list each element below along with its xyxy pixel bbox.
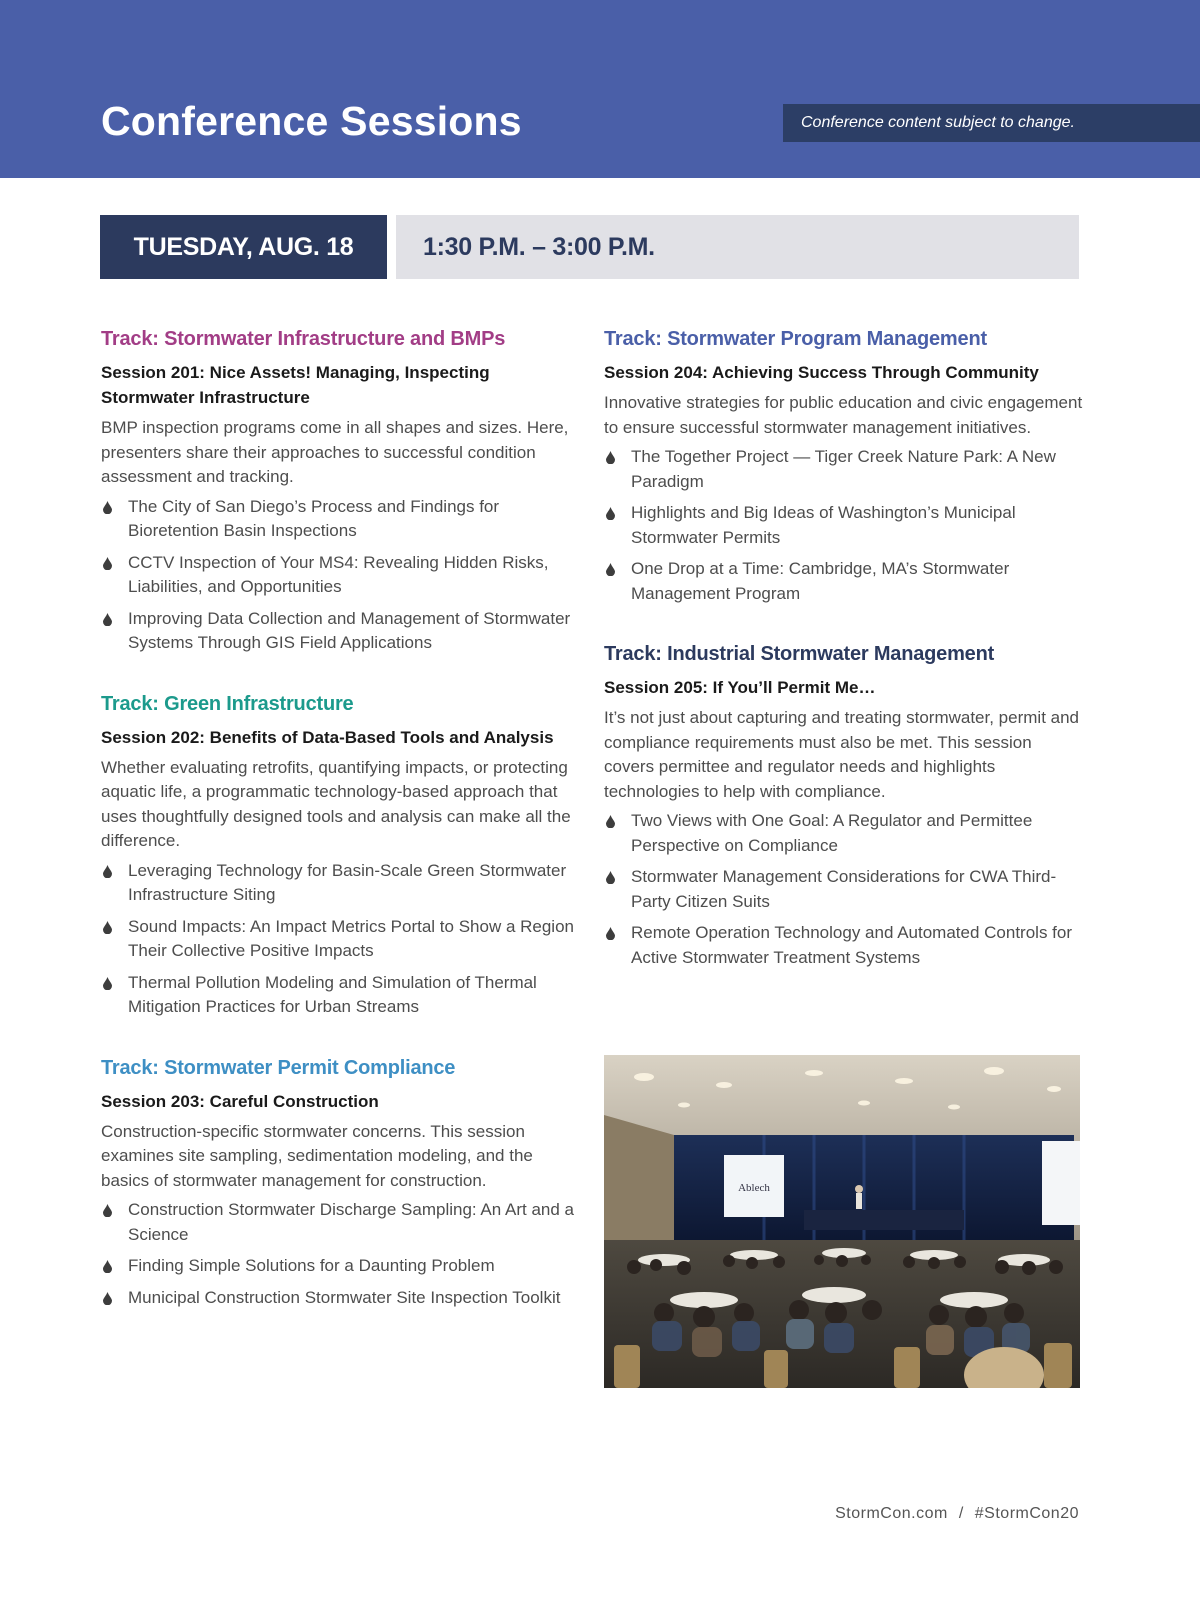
drop-bullet-icon — [103, 557, 112, 570]
track-infrastructure — [101, 325, 581, 656]
drop-bullet-icon — [103, 613, 112, 626]
list-item — [101, 551, 581, 600]
track-title: Track: Stormwater Program Management — [604, 328, 987, 350]
session-description: Innovative strategies for public education and civic engagement to ensure successful stormwater management initiatives. — [604, 393, 1083, 437]
content-change-note: Conference content subject to change. — [783, 104, 1200, 142]
list-item — [101, 859, 581, 908]
track-permit-compliance — [101, 1054, 581, 1311]
session-title: Session 202: Benefits of Data-Based Tools and Analysis — [101, 727, 554, 747]
list-item — [101, 1286, 581, 1311]
session-description: It’s not just about capturing and treating stormwater, permit and compliance requirements must also be met. This session covers permittee and regulator needs and highlights technologies to help with compliance. — [604, 708, 1080, 801]
list-item — [604, 445, 1084, 494]
footer-site-link[interactable]: StormCon.com — [835, 1505, 948, 1522]
track-industrial-management — [604, 640, 1084, 970]
conference-hall-photo — [604, 1055, 1080, 1388]
list-item-text: Leveraging Technology for Basin-Scale Green Stormwater Infrastructure Siting — [128, 860, 567, 904]
session-title: Session 203: Careful Construction — [101, 1091, 379, 1111]
drop-bullet-icon — [103, 1292, 112, 1305]
track-title: Track: Industrial Stormwater Management — [604, 643, 995, 665]
list-item — [604, 557, 1084, 606]
session-time: 1:30 P.M. – 3:00 P.M. — [396, 215, 1079, 279]
list-item — [101, 607, 581, 656]
track-title: Track: Stormwater Infrastructure and BMPs — [101, 328, 506, 350]
list-item — [604, 809, 1084, 858]
session-title: Session 204: Achieving Success Through Community — [604, 363, 1039, 382]
session-description: Construction-specific stormwater concerns. This session examines site sampling, sedimentation modeling, and the basics of stormwater management for construction. — [101, 1121, 533, 1190]
track-title: Track: Green Infrastructure — [101, 692, 354, 715]
drop-bullet-icon — [606, 815, 615, 828]
list-item-text: Stormwater Management Considerations for CWA Third-Party Citizen Suits — [631, 867, 1057, 911]
track-green-infrastructure — [101, 690, 581, 1020]
drop-bullet-icon — [606, 927, 615, 940]
footer — [800, 1505, 1079, 1523]
drop-bullet-icon — [606, 563, 615, 576]
list-item-text: Municipal Construction Stormwater Site Inspection Toolkit — [128, 1287, 561, 1307]
presentation-list — [101, 859, 581, 1020]
drop-bullet-icon — [103, 977, 112, 990]
list-item-text: Sound Impacts: An Impact Metrics Portal to Show a Region Their Collective Positive Impacts — [128, 916, 574, 960]
session-title: Session 201: Nice Assets! Managing, Inspecting Stormwater Infrastructure — [101, 363, 490, 407]
list-item — [101, 1254, 581, 1279]
drop-bullet-icon — [606, 451, 615, 464]
list-item — [101, 915, 581, 964]
session-description: Whether evaluating retrofits, quantifying impacts, or protecting aquatic life, a programmatic technology-based approach that uses thoughtfully designed tools and analysis can make all the difference. — [101, 757, 571, 850]
session-day: TUESDAY, AUG. 18 — [100, 215, 387, 279]
list-item-text: Highlights and Big Ideas of Washington’s Municipal Stormwater Permits — [631, 503, 1016, 547]
presentation-list — [101, 1198, 581, 1310]
list-item-text: CCTV Inspection of Your MS4: Revealing Hidden Risks, Liabilities, and Opportunities — [128, 552, 549, 596]
footer-hashtag: #StormCon20 — [974, 1505, 1079, 1522]
drop-bullet-icon — [103, 1260, 112, 1273]
list-item — [604, 865, 1084, 914]
page-title: Conference Sessions — [101, 98, 522, 144]
drop-bullet-icon — [103, 501, 112, 514]
drop-bullet-icon — [606, 871, 615, 884]
list-item — [101, 1198, 581, 1247]
session-title: Session 205: If You’ll Permit Me… — [604, 678, 876, 697]
track-program-management — [604, 325, 1084, 606]
presentation-list — [101, 495, 581, 656]
list-item — [101, 495, 581, 544]
list-item-text: The City of San Diego’s Process and Findings for Bioretention Basin Inspections — [128, 496, 500, 540]
drop-bullet-icon — [103, 865, 112, 878]
drop-bullet-icon — [103, 921, 112, 934]
drop-bullet-icon — [103, 1204, 112, 1217]
header-band — [0, 0, 1200, 178]
list-item-text: Thermal Pollution Modeling and Simulation of Thermal Mitigation Practices for Urban Streams — [128, 972, 537, 1016]
list-item — [604, 921, 1084, 970]
list-item-text: Remote Operation Technology and Automated Controls for Active Stormwater Treatment Systems — [631, 923, 1073, 967]
session-description: BMP inspection programs come in all shapes and sizes. Here, presenters share their approaches to successful condition assessment and tracking. — [101, 418, 569, 486]
list-item-text: Construction Stormwater Discharge Sampling: An Art and a Science — [128, 1200, 574, 1244]
left-column — [101, 325, 581, 1344]
right-column — [604, 325, 1084, 1004]
track-title: Track: Stormwater Permit Compliance — [101, 1056, 456, 1079]
list-item-text: One Drop at a Time: Cambridge, MA’s Stormwater Management Program — [631, 559, 1010, 603]
list-item-text: Improving Data Collection and Management of Stormwater Systems Through GIS Field Applications — [128, 608, 571, 652]
list-item-text: Finding Simple Solutions for a Daunting Problem — [128, 1256, 495, 1275]
list-item — [101, 971, 581, 1020]
drop-bullet-icon — [606, 507, 615, 520]
list-item-text: The Together Project — Tiger Creek Nature Park: A New Paradigm — [631, 447, 1056, 491]
presentation-list — [604, 445, 1084, 606]
footer-separator: / — [958, 1505, 964, 1522]
list-item-text: Two Views with One Goal: A Regulator and Permittee Perspective on Compliance — [631, 811, 1033, 855]
screen-text: Ablech — [738, 1182, 770, 1194]
presentation-list — [604, 809, 1084, 970]
list-item — [604, 501, 1084, 550]
